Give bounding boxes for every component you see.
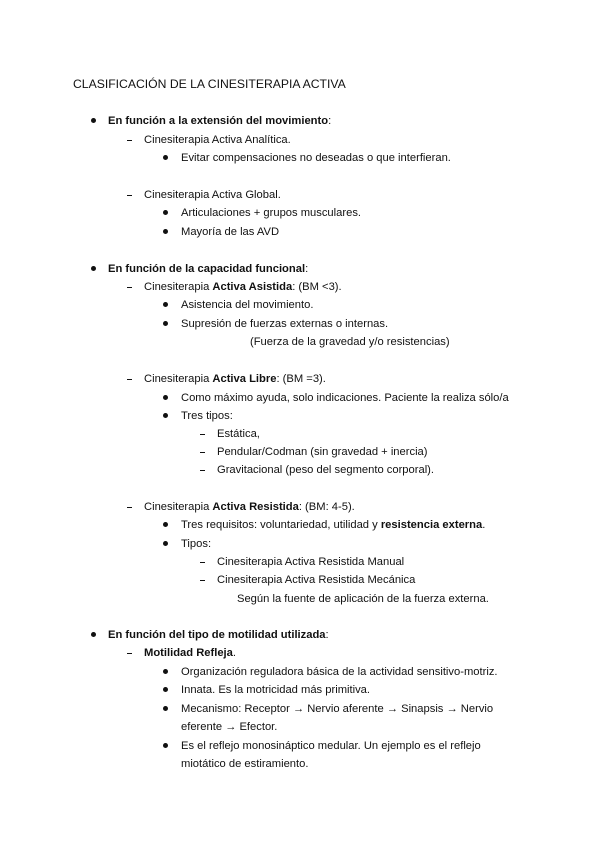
- dash-marker: [127, 140, 132, 141]
- page-title: CLASIFICACIÓN DE LA CINESITERAPIA ACTIVA: [73, 77, 346, 91]
- dash-marker: [200, 580, 205, 581]
- bullet-dot: [163, 743, 168, 748]
- subsubitem-text: Gravitacional (peso del segmento corporal).: [217, 464, 435, 476]
- subitem-text: Tres tipos:: [181, 410, 233, 422]
- dash-marker: [127, 653, 132, 654]
- bullet-dot: [163, 541, 168, 546]
- bullet-dot: [163, 669, 168, 674]
- bullet-dot: [163, 395, 168, 400]
- subitem-text: Articulaciones + grupos musculares.: [181, 207, 362, 219]
- bullet-dot: [163, 687, 168, 692]
- subitem-note: (Fuerza de la gravedad y/o resistencias): [250, 336, 450, 348]
- bullet-dot: [163, 321, 168, 326]
- item-resistida: Cinesiterapia Activa Resistida: (BM: 4-5).: [144, 501, 355, 513]
- bullet-dot: [163, 229, 168, 234]
- dash-marker: [200, 562, 205, 563]
- section-heading-capacidad: En función de la capacidad funcional:: [108, 263, 309, 275]
- subsubitem-text: Pendular/Codman (sin gravedad + inercia): [217, 446, 428, 458]
- subitem-text: Supresión de fuerzas externas o internas.: [181, 318, 389, 330]
- subsubitem-text: Estática,: [217, 428, 260, 440]
- bullet-dot: [163, 413, 168, 418]
- subitem-text-cont: miotático de estiramiento.: [181, 758, 309, 770]
- bullet-dot: [163, 210, 168, 215]
- subitem-text-cont: eferente → Efector.: [181, 721, 278, 733]
- subsubitem-text: Cinesiterapia Activa Resistida Manual: [217, 556, 405, 568]
- dash-marker: [127, 287, 132, 288]
- subitem-text: Organización reguladora básica de la actividad sensitivo-motriz.: [181, 666, 498, 678]
- subsubitem-text: Cinesiterapia Activa Resistida Mecánica: [217, 574, 416, 586]
- dash-marker: [127, 195, 132, 196]
- dash-marker: [200, 470, 205, 471]
- dash-marker: [127, 507, 132, 508]
- subitem-text: Evitar compensaciones no deseadas o que interfieran.: [181, 152, 451, 164]
- bullet-dot: [163, 155, 168, 160]
- item-libre: Cinesiterapia Activa Libre: (BM =3).: [144, 373, 326, 385]
- dash-marker: [200, 452, 205, 453]
- subitem-text: Mecanismo: Receptor → Nervio aferente → Sinapsis → Nervio: [181, 703, 494, 715]
- item-analitica: Cinesiterapia Activa Analítica.: [144, 134, 291, 146]
- bullet-dot: [163, 302, 168, 307]
- subitem-text: Es el reflejo monosináptico medular. Un ejemplo es el reflejo: [181, 740, 481, 752]
- section-heading-extension: En función a la extensión del movimiento:: [108, 115, 332, 127]
- subitem-text: Tipos:: [181, 538, 212, 550]
- section-heading-motilidad: En función del tipo de motilidad utilizada:: [108, 629, 329, 641]
- bullet-dot: [91, 266, 96, 271]
- bullet-dot: [163, 522, 168, 527]
- bullet-dot: [91, 632, 96, 637]
- subitem-text: Innata. Es la motricidad más primitiva.: [181, 684, 371, 696]
- subitem-text: Mayoría de las AVD: [181, 226, 280, 238]
- dash-marker: [127, 379, 132, 380]
- dash-marker: [200, 434, 205, 435]
- bullet-dot: [91, 118, 96, 123]
- item-global: Cinesiterapia Activa Global.: [144, 189, 281, 201]
- subsubitem-note: Según la fuente de aplicación de la fuerza externa.: [237, 593, 489, 605]
- bullet-dot: [163, 706, 168, 711]
- item-refleja: Motilidad Refleja.: [144, 647, 236, 659]
- subitem-text: Como máximo ayuda, solo indicaciones. Paciente la realiza sólo/a: [181, 392, 509, 404]
- subitem-text: Asistencia del movimiento.: [181, 299, 314, 311]
- item-asistida: Cinesiterapia Activa Asistida: (BM <3).: [144, 281, 342, 293]
- subitem-text: Tres requisitos: voluntariedad, utilidad y resistencia externa.: [181, 519, 486, 531]
